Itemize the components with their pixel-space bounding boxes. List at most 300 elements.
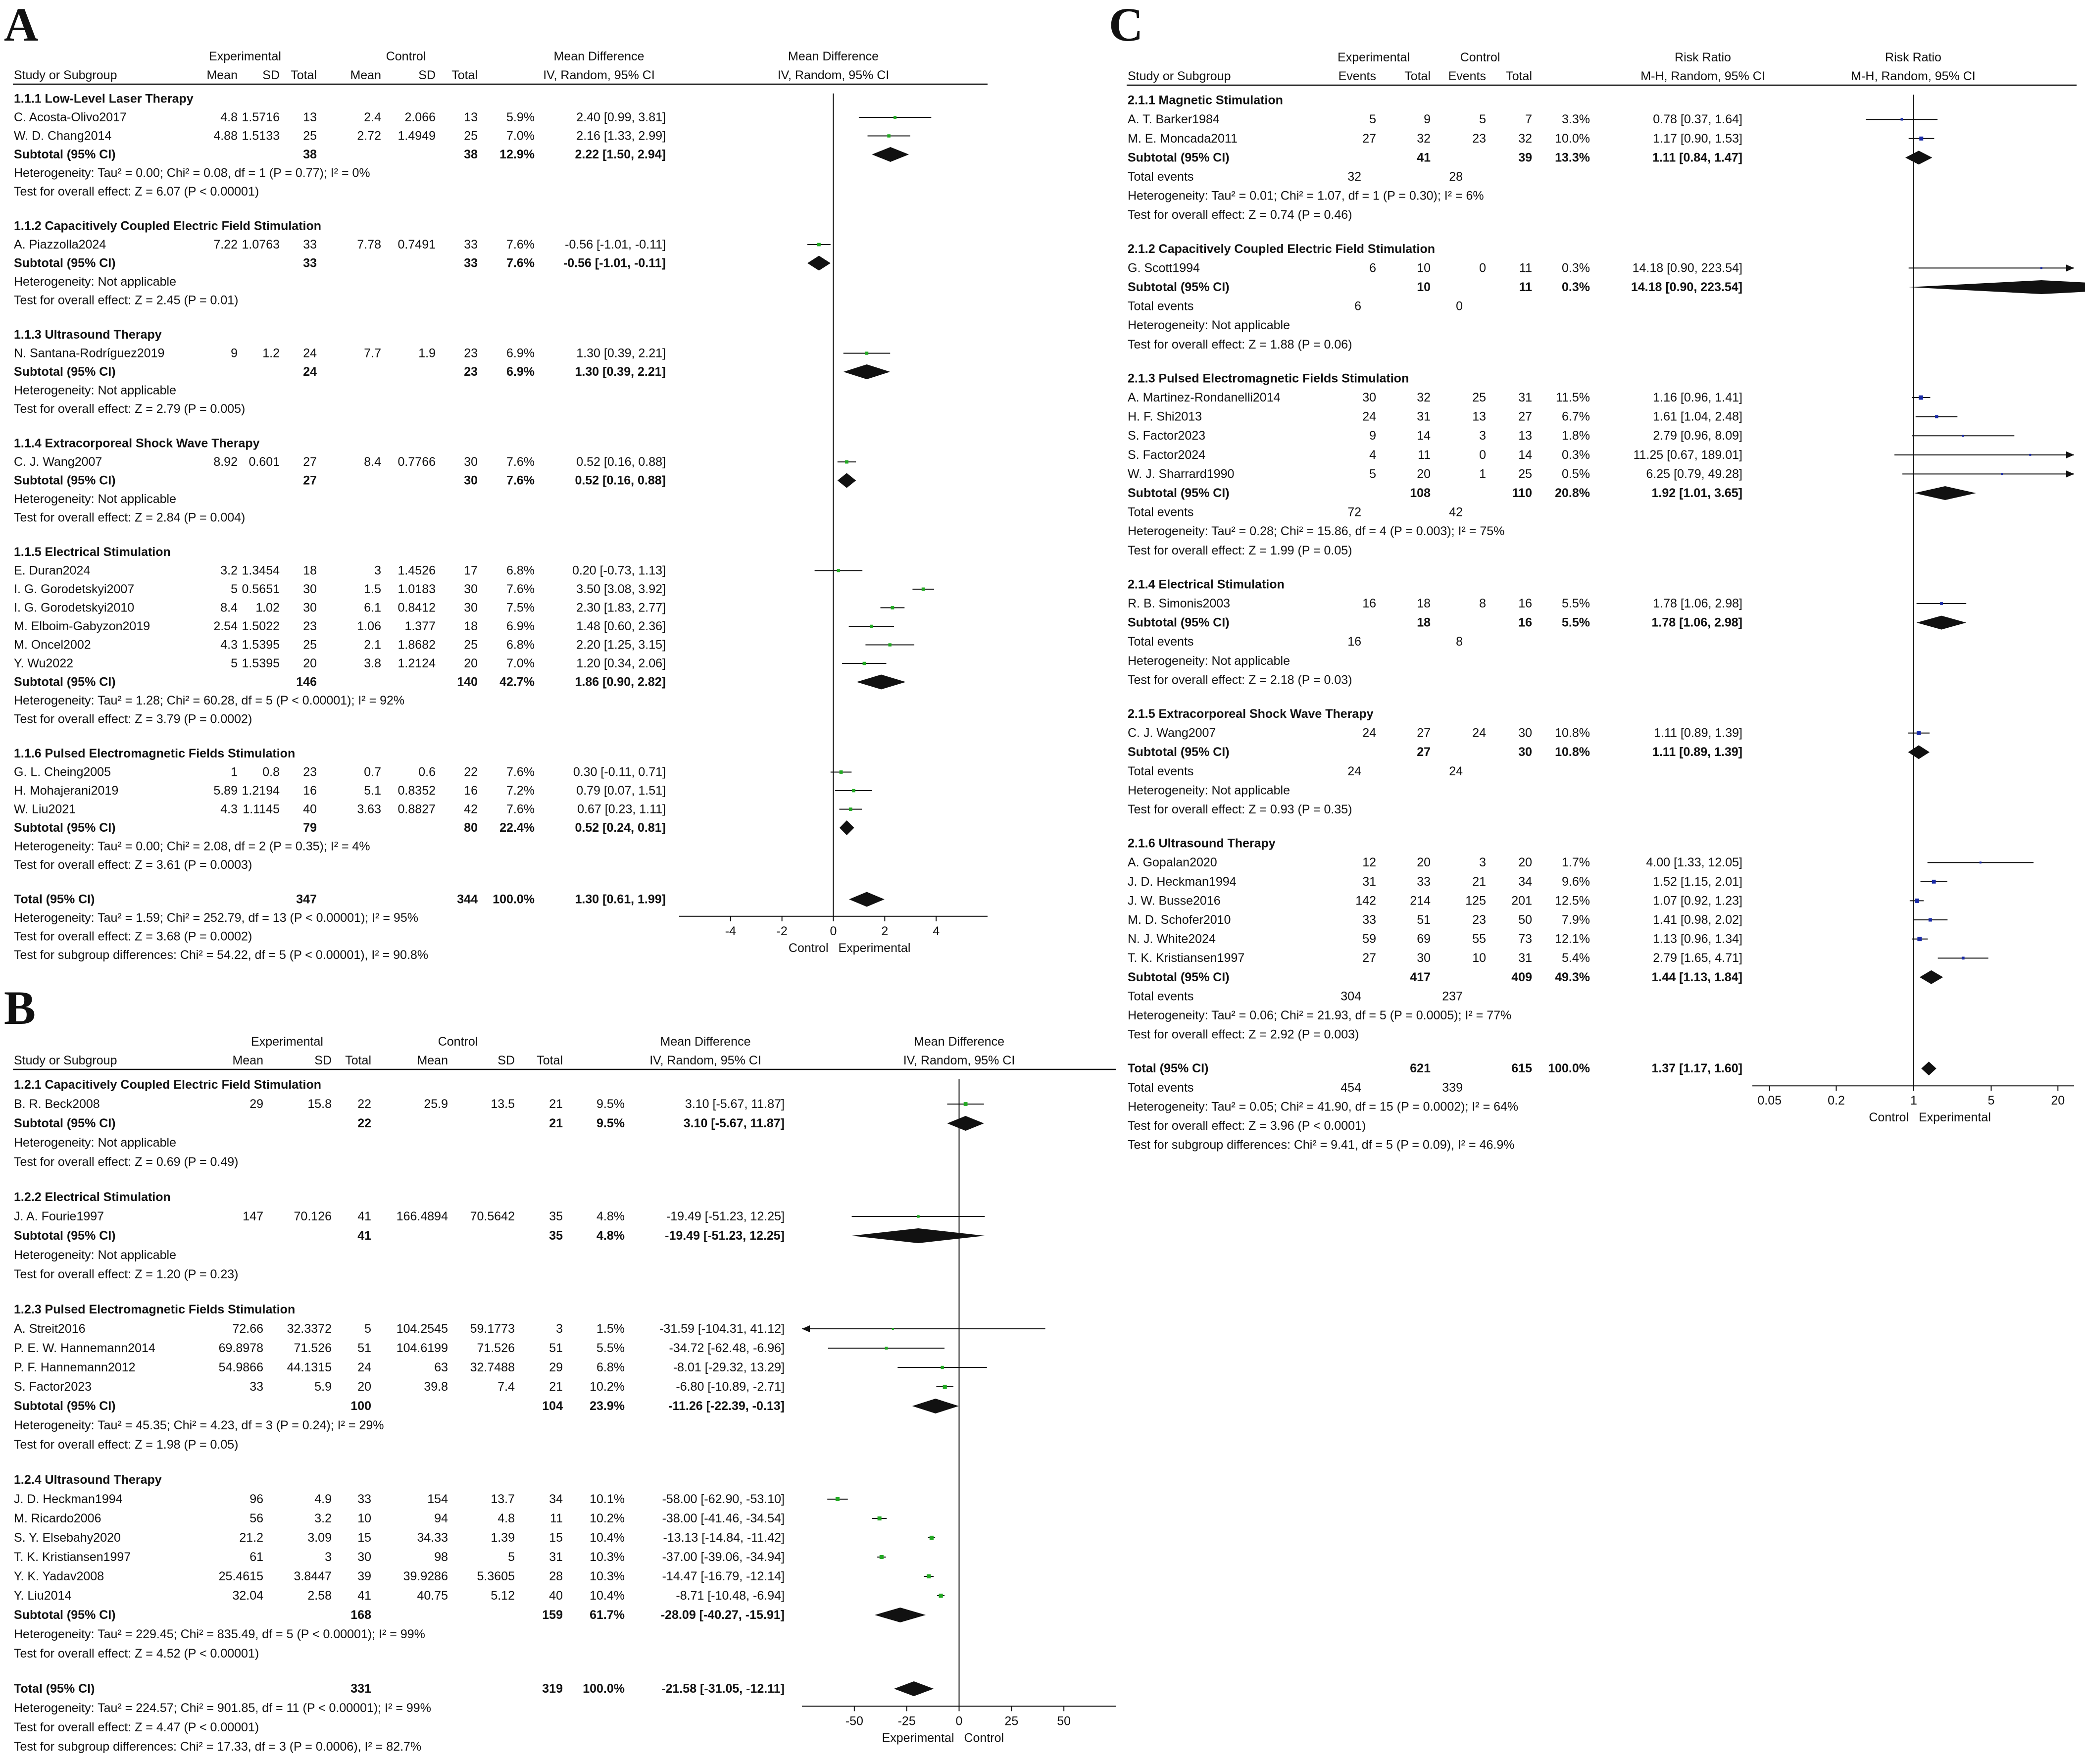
study-c2: 0.5651 bbox=[242, 582, 280, 596]
study-c3: 23 bbox=[303, 619, 317, 633]
study-weight: 3.3% bbox=[1562, 112, 1590, 127]
study-c4: 7.78 bbox=[357, 238, 381, 252]
overall-effect-text: Test for overall effect: Z = 2.92 (P = 0.003) bbox=[1128, 1027, 1359, 1042]
study-weight: 10.1% bbox=[590, 1492, 625, 1506]
study-c2: 69 bbox=[1417, 932, 1431, 946]
axis-tick-label: 4 bbox=[933, 924, 940, 938]
study-point bbox=[1919, 396, 1923, 400]
study-c1: 33 bbox=[249, 1380, 263, 1394]
study-c4: 5.1 bbox=[364, 784, 381, 798]
study-c5: 1.9 bbox=[418, 346, 436, 360]
study-ci: 1.52 [1.15, 2.01] bbox=[1653, 874, 1742, 889]
header-c1: Events bbox=[1338, 69, 1376, 83]
subgroup-title: 1.1.6 Pulsed Electromagnetic Fields Stimulation bbox=[14, 747, 296, 760]
overall-effect-text: Test for overall effect: Z = 0.93 (P = 0.35) bbox=[1128, 803, 1352, 816]
study-c2: 1.2 bbox=[262, 346, 280, 360]
subtotal-total-1: 100 bbox=[350, 1399, 371, 1413]
total-ci: 1.30 [0.61, 1.99] bbox=[575, 892, 666, 907]
overall-effect-text: Test for overall effect: Z = 3.68 (P = 0.0002) bbox=[14, 929, 252, 944]
study-c3: 13 bbox=[1472, 409, 1486, 424]
header-study: Study or Subgroup bbox=[14, 1054, 117, 1067]
study-weight: 5.5% bbox=[596, 1341, 625, 1355]
subtotal-total-2: 30 bbox=[464, 473, 478, 488]
total-weight: 100.0% bbox=[1548, 1061, 1590, 1076]
study-c2: 9 bbox=[1424, 112, 1431, 127]
study-c4: 25.9 bbox=[424, 1097, 448, 1111]
study-c6: 35 bbox=[549, 1210, 563, 1223]
header-plot-title: Mean Difference bbox=[788, 50, 879, 63]
study-point bbox=[1917, 937, 1922, 941]
subgroup-title: 2.1.3 Pulsed Electromagnetic Fields Stimulation bbox=[1128, 371, 1409, 386]
overall-effect-text: Test for overall effect: Z = 6.07 (P < 0.00001) bbox=[14, 185, 259, 199]
subtotal-ci: 3.10 [-5.67, 11.87] bbox=[683, 1116, 785, 1130]
heterogeneity-text: Heterogeneity: Tau² = 0.28; Chi² = 15.86, df = 4 (P = 0.003); I² = 75% bbox=[1128, 524, 1505, 539]
study-name: R. B. Simonis2003 bbox=[1128, 597, 1231, 610]
study-c6: 11 bbox=[550, 1512, 563, 1525]
total-label: Total (95% CI) bbox=[1128, 1061, 1209, 1076]
study-c3: 0 bbox=[1479, 448, 1486, 462]
study-c4: 11 bbox=[1519, 261, 1532, 275]
overall-effect-text: Test for overall effect: Z = 3.79 (P = 0.0002) bbox=[14, 712, 252, 726]
study-weight: 7.5% bbox=[506, 601, 535, 615]
study-c3: 20 bbox=[303, 656, 317, 670]
study-c2: 33 bbox=[1417, 874, 1431, 889]
study-name: W. D. Chang2014 bbox=[14, 129, 112, 143]
total-total-2: 344 bbox=[457, 892, 478, 907]
study-ci: 2.79 [0.96, 8.09] bbox=[1653, 429, 1742, 443]
study-c2: 214 bbox=[1410, 894, 1431, 908]
study-c4: 2.1 bbox=[364, 638, 381, 652]
panel-label-a: A bbox=[4, 0, 39, 51]
study-weight: 10.2% bbox=[590, 1380, 625, 1394]
total-events-label: Total events bbox=[1128, 170, 1194, 184]
study-c6: 21 bbox=[549, 1097, 563, 1111]
study-c3: 25 bbox=[1472, 391, 1486, 404]
panel-label-c: C bbox=[1109, 0, 1143, 51]
header-c2: SD bbox=[262, 68, 280, 82]
subtotal-total-1: 38 bbox=[303, 148, 317, 161]
study-c6: 30 bbox=[464, 455, 478, 469]
study-c6: 25 bbox=[464, 129, 478, 143]
study-c3: 8 bbox=[1479, 597, 1486, 610]
ci-arrow-left bbox=[802, 1325, 810, 1332]
study-c2: 1.0763 bbox=[242, 238, 280, 252]
subgroup-title: 2.1.5 Extracorporeal Shock Wave Therapy bbox=[1128, 707, 1374, 721]
study-c1: 5 bbox=[1369, 112, 1376, 127]
study-name: A. Piazzolla2024 bbox=[14, 238, 106, 252]
subgroup-title: 1.1.4 Extracorporeal Shock Wave Therapy bbox=[14, 436, 260, 451]
study-weight: 1.7% bbox=[1562, 856, 1590, 870]
study-c4: 7.7 bbox=[364, 346, 381, 360]
study-c3: 24 bbox=[1472, 726, 1486, 740]
study-c6: 21 bbox=[549, 1380, 563, 1394]
study-c1: 59 bbox=[1362, 932, 1376, 946]
study-c1: 6 bbox=[1369, 261, 1376, 275]
header-c3: Events bbox=[1448, 69, 1486, 83]
study-c5: 0.8352 bbox=[397, 784, 436, 798]
subgroup-title: 1.1.3 Ultrasound Therapy bbox=[14, 328, 162, 342]
study-point bbox=[1915, 899, 1919, 903]
subtotal-label: Subtotal (95% CI) bbox=[14, 365, 116, 379]
heterogeneity-text: Heterogeneity: Tau² = 229.45; Chi² = 835.49, df = 5 (P < 0.00001); I² = 99% bbox=[14, 1627, 425, 1641]
study-c4: 2.72 bbox=[357, 129, 381, 143]
study-name: N. J. White2024 bbox=[1128, 932, 1216, 946]
study-c5: 13.7 bbox=[491, 1492, 515, 1506]
favours-left-label: Experimental bbox=[882, 1731, 954, 1745]
heterogeneity-text: Heterogeneity: Tau² = 0.00; Chi² = 0.08, df = 1 (P = 0.77); I² = 0% bbox=[14, 166, 370, 180]
study-c3: 25 bbox=[303, 129, 317, 143]
study-c4: 0.7 bbox=[364, 765, 381, 779]
study-weight: 9.6% bbox=[1562, 874, 1590, 889]
study-c6: 29 bbox=[549, 1361, 563, 1374]
study-ci: 2.20 [1.25, 3.15] bbox=[576, 638, 666, 652]
study-c6: 28 bbox=[549, 1569, 563, 1583]
study-c1: 147 bbox=[243, 1210, 263, 1223]
study-c6: 33 bbox=[464, 238, 478, 252]
study-c3: 23 bbox=[303, 765, 317, 779]
subtotal-weight: 6.9% bbox=[506, 365, 535, 379]
study-name: E. Duran2024 bbox=[14, 563, 91, 578]
study-ci: 1.30 [0.39, 2.21] bbox=[576, 346, 666, 360]
study-c1: 5 bbox=[1369, 467, 1376, 481]
subtotal-total-2: 11 bbox=[1519, 280, 1532, 294]
study-c4: 39.8 bbox=[424, 1380, 448, 1394]
study-c2: 0.601 bbox=[248, 455, 280, 469]
study-c5: 5.3605 bbox=[477, 1569, 515, 1583]
subtotal-weight: 10.8% bbox=[1555, 745, 1590, 759]
study-name: A. T. Barker1984 bbox=[1128, 112, 1220, 127]
study-c2: 1.1145 bbox=[243, 802, 280, 816]
study-c5: 1.4526 bbox=[397, 563, 436, 578]
study-c5: 5.12 bbox=[491, 1589, 515, 1603]
subgroup-differences-text: Test for subgroup differences: Chi² = 54.22, df = 5 (P < 0.00001), I² = 90.8% bbox=[14, 948, 429, 962]
study-weight: 11.5% bbox=[1555, 391, 1590, 404]
study-c2: 5.9 bbox=[314, 1380, 332, 1394]
total-events-2: 339 bbox=[1442, 1080, 1463, 1095]
subtotal-weight: 23.9% bbox=[590, 1399, 625, 1413]
study-c2: 1.5133 bbox=[242, 129, 280, 143]
study-ci: -8.71 [-10.48, -6.94] bbox=[676, 1589, 785, 1603]
total-events-2: 42 bbox=[1449, 505, 1463, 519]
subtotal-label: Subtotal (95% CI) bbox=[14, 821, 116, 835]
study-point bbox=[836, 1497, 840, 1501]
subtotal-total-1: 146 bbox=[296, 675, 317, 689]
study-c4: 50 bbox=[1518, 913, 1532, 927]
subtotal-total-2: 33 bbox=[464, 256, 478, 270]
study-c4: 27 bbox=[1518, 409, 1532, 424]
heterogeneity-text: Heterogeneity: Not applicable bbox=[14, 492, 176, 506]
study-weight: 7.6% bbox=[506, 455, 535, 469]
study-c2: 0.8 bbox=[262, 765, 280, 779]
header-c6: Total bbox=[451, 68, 478, 82]
subtotal-label: Subtotal (95% CI) bbox=[14, 675, 116, 689]
study-name: W. J. Sharrard1990 bbox=[1128, 467, 1235, 481]
study-c5: 0.8827 bbox=[397, 802, 436, 816]
study-c4: 32 bbox=[1518, 131, 1532, 146]
study-name: A. Gopalan2020 bbox=[1128, 856, 1217, 870]
study-ci: 1.17 [0.90, 1.53] bbox=[1653, 131, 1742, 146]
study-c1: 61 bbox=[249, 1550, 263, 1564]
study-ci: 1.11 [0.89, 1.39] bbox=[1654, 726, 1742, 740]
study-ci: 2.16 [1.33, 2.99] bbox=[576, 129, 666, 143]
study-c2: 1.5022 bbox=[242, 619, 280, 633]
subtotal-ci: 14.18 [0.90, 223.54] bbox=[1631, 280, 1742, 294]
subtotal-ci: -19.49 [-51.23, 12.25] bbox=[665, 1229, 785, 1243]
study-weight: 6.9% bbox=[506, 346, 535, 360]
study-weight: 10.3% bbox=[590, 1550, 625, 1564]
study-point bbox=[1962, 957, 1965, 959]
study-weight: 12.5% bbox=[1555, 894, 1590, 908]
study-name: I. G. Gorodetskyi2007 bbox=[14, 582, 135, 596]
study-c3: 27 bbox=[303, 455, 317, 469]
study-c1: 24 bbox=[1362, 726, 1376, 740]
subtotal-ci: 1.44 [1.13, 1.84] bbox=[1651, 970, 1742, 984]
subtotal-total-2: 409 bbox=[1511, 970, 1532, 984]
study-ci: 1.48 [0.60, 2.36] bbox=[576, 619, 666, 633]
axis-tick-label: 1 bbox=[1910, 1094, 1917, 1108]
study-c5: 0.6 bbox=[418, 765, 436, 779]
study-name: M. Ricardo2006 bbox=[14, 1512, 101, 1525]
study-c3: 16 bbox=[303, 784, 317, 798]
subtotal-label: Subtotal (95% CI) bbox=[14, 148, 116, 161]
study-point bbox=[939, 1594, 943, 1598]
study-point bbox=[878, 1516, 882, 1520]
study-weight: 7.0% bbox=[506, 129, 535, 143]
subtotal-total-2: 35 bbox=[549, 1229, 563, 1243]
study-point bbox=[1917, 731, 1921, 735]
ci-arrow-right bbox=[2066, 452, 2074, 458]
study-name: P. E. W. Hannemann2014 bbox=[14, 1341, 155, 1355]
axis-tick-label: -25 bbox=[897, 1714, 916, 1728]
study-ci: 0.78 [0.37, 1.64] bbox=[1653, 112, 1742, 127]
study-ci: -13.13 [-14.84, -11.42] bbox=[663, 1531, 785, 1545]
study-c1: 3.2 bbox=[220, 563, 238, 578]
header-plot-method: IV, Random, 95% CI bbox=[903, 1054, 1015, 1067]
study-ci: 6.25 [0.79, 49.28] bbox=[1646, 467, 1742, 481]
study-c3: 25 bbox=[303, 638, 317, 652]
study-c4: 40.75 bbox=[417, 1589, 448, 1603]
study-c6: 34 bbox=[549, 1492, 563, 1506]
study-weight: 4.8% bbox=[596, 1210, 625, 1223]
heterogeneity-text: Heterogeneity: Tau² = 0.05; Chi² = 41.90, df = 15 (P = 0.0002); I² = 64% bbox=[1128, 1100, 1519, 1114]
overall-effect-text: Test for overall effect: Z = 3.96 (P < 0.0001) bbox=[1128, 1119, 1366, 1133]
study-c6: 31 bbox=[549, 1550, 563, 1564]
study-c4: 31 bbox=[1518, 951, 1532, 965]
heterogeneity-text: Heterogeneity: Not applicable bbox=[14, 275, 176, 289]
study-c2: 27 bbox=[1417, 726, 1431, 740]
heterogeneity-text: Heterogeneity: Not applicable bbox=[14, 1248, 176, 1262]
study-point bbox=[1932, 880, 1936, 884]
total-ci: 1.37 [1.17, 1.60] bbox=[1651, 1061, 1742, 1076]
study-c3: 24 bbox=[303, 346, 317, 360]
panel-label-b: B bbox=[4, 981, 36, 1034]
study-c2: 51 bbox=[1417, 913, 1431, 927]
study-c4: 30 bbox=[1518, 726, 1532, 740]
study-name: Y. K. Yadav2008 bbox=[14, 1569, 104, 1583]
study-c5: 0.7491 bbox=[397, 238, 436, 252]
subtotal-diamond bbox=[852, 1228, 985, 1243]
header-c5: SD bbox=[497, 1054, 515, 1067]
study-name: M. D. Schofer2010 bbox=[1128, 913, 1231, 927]
total-events-label: Total events bbox=[1128, 989, 1194, 1004]
header-c5: SD bbox=[418, 68, 436, 82]
axis-tick-label: 20 bbox=[2051, 1094, 2065, 1108]
subgroup-title: 1.1.5 Electrical Stimulation bbox=[14, 545, 171, 559]
study-point bbox=[943, 1385, 947, 1389]
study-c3: 30 bbox=[357, 1550, 371, 1564]
study-name: S. Factor2024 bbox=[1128, 448, 1206, 462]
axis-tick-label: -2 bbox=[776, 924, 788, 938]
heterogeneity-text: Heterogeneity: Tau² = 0.06; Chi² = 21.93, df = 5 (P = 0.0005); I² = 77% bbox=[1128, 1008, 1512, 1022]
study-weight: 7.6% bbox=[506, 765, 535, 779]
study-c3: 30 bbox=[303, 601, 317, 615]
subtotal-total-1: 79 bbox=[303, 821, 317, 835]
header-c6: Total bbox=[537, 1054, 563, 1067]
study-c4: 154 bbox=[427, 1492, 448, 1506]
total-weight: 100.0% bbox=[583, 1682, 625, 1696]
study-point bbox=[2029, 454, 2031, 456]
subtotal-ci: -0.56 [-1.01, -0.11] bbox=[563, 256, 666, 270]
study-c3: 21 bbox=[1472, 874, 1486, 889]
study-c1: 27 bbox=[1362, 131, 1376, 146]
subtotal-weight: 9.5% bbox=[596, 1116, 625, 1130]
subtotal-label: Subtotal (95% CI) bbox=[1128, 486, 1230, 500]
study-c2: 31 bbox=[1417, 409, 1431, 424]
study-c3: 10 bbox=[357, 1512, 371, 1525]
subgroup-title: 2.1.6 Ultrasound Therapy bbox=[1128, 836, 1276, 851]
study-c1: 56 bbox=[249, 1512, 263, 1525]
study-c4: 7 bbox=[1525, 112, 1532, 127]
study-c3: 0 bbox=[1479, 261, 1486, 275]
study-c4: 31 bbox=[1518, 391, 1532, 404]
axis-tick-label: 0.05 bbox=[1757, 1094, 1782, 1108]
study-name: M. E. Moncada2011 bbox=[1128, 131, 1238, 146]
study-point bbox=[917, 1215, 919, 1217]
subtotal-total-2: 38 bbox=[464, 148, 478, 161]
axis-tick-label: 50 bbox=[1057, 1714, 1071, 1728]
subtotal-weight: 5.5% bbox=[1562, 615, 1590, 630]
total-events-1: 454 bbox=[1340, 1080, 1361, 1095]
subtotal-ci: 1.30 [0.39, 2.21] bbox=[575, 365, 666, 379]
total-events-label: Total events bbox=[1128, 299, 1194, 313]
study-c1: 4.3 bbox=[220, 802, 238, 816]
study-ci: -38.00 [-41.46, -34.54] bbox=[662, 1512, 785, 1525]
header-estimate-method: IV, Random, 95% CI bbox=[649, 1054, 761, 1067]
subtotal-total-1: 33 bbox=[303, 256, 317, 270]
total-events-1: 304 bbox=[1340, 989, 1361, 1004]
subtotal-ci: 0.52 [0.24, 0.81] bbox=[575, 821, 666, 835]
study-c4: 25 bbox=[1518, 467, 1532, 481]
study-c1: 33 bbox=[1362, 913, 1376, 927]
axis-tick-label: 25 bbox=[1004, 1714, 1019, 1728]
study-ci: 1.07 [0.92, 1.23] bbox=[1653, 894, 1742, 908]
study-ci: 4.00 [1.33, 12.05] bbox=[1646, 856, 1742, 870]
subtotal-ci: 1.92 [1.01, 3.65] bbox=[1651, 486, 1742, 500]
total-events-2: 24 bbox=[1449, 764, 1463, 778]
study-c4: 104.6199 bbox=[396, 1341, 448, 1355]
study-ci: 1.78 [1.06, 2.98] bbox=[1653, 597, 1742, 610]
subtotal-label: Subtotal (95% CI) bbox=[1128, 280, 1230, 294]
study-name: M. Elboim-Gabyzon2019 bbox=[14, 619, 150, 633]
heterogeneity-text: Heterogeneity: Tau² = 1.59; Chi² = 252.79, df = 13 (P < 0.00001); I² = 95% bbox=[14, 911, 418, 925]
study-c3: 33 bbox=[357, 1492, 371, 1506]
subtotal-total-1: 27 bbox=[1417, 745, 1431, 759]
study-c1: 142 bbox=[1355, 894, 1376, 908]
heterogeneity-text: Heterogeneity: Not applicable bbox=[14, 383, 176, 398]
study-weight: 5.5% bbox=[1562, 597, 1590, 610]
subtotal-label: Subtotal (95% CI) bbox=[1128, 745, 1230, 759]
study-c6: 15 bbox=[549, 1531, 563, 1545]
study-ci: -31.59 [-104.31, 41.12] bbox=[659, 1322, 785, 1336]
study-point bbox=[1929, 918, 1932, 922]
study-ci: -6.80 [-10.89, -2.71] bbox=[676, 1380, 785, 1394]
study-c4: 1.5 bbox=[364, 582, 381, 596]
study-c1: 7.22 bbox=[213, 238, 238, 252]
heterogeneity-text: Heterogeneity: Not applicable bbox=[1128, 783, 1290, 798]
header-group1: Experimental bbox=[251, 1035, 323, 1049]
study-weight: 5.4% bbox=[1562, 951, 1590, 965]
subtotal-total-2: 104 bbox=[542, 1399, 563, 1413]
study-c6: 22 bbox=[464, 765, 478, 779]
study-c1: 4.8 bbox=[220, 110, 238, 124]
subtotal-weight: 7.6% bbox=[506, 473, 535, 488]
header-c1: Mean bbox=[232, 1054, 263, 1067]
study-c4: 20 bbox=[1518, 856, 1532, 870]
axis-tick-label: -50 bbox=[845, 1714, 863, 1728]
study-c1: 5.89 bbox=[213, 784, 238, 798]
study-weight: 0.3% bbox=[1562, 261, 1590, 275]
axis-tick-label: -4 bbox=[725, 924, 736, 938]
study-c1: 2.54 bbox=[213, 619, 238, 633]
overall-effect-text: Test for overall effect: Z = 1.98 (P = 0.05) bbox=[14, 1438, 239, 1452]
header-study: Study or Subgroup bbox=[1128, 69, 1231, 83]
study-c5: 1.0183 bbox=[397, 582, 436, 596]
study-c1: 5 bbox=[231, 656, 238, 670]
total-total-2: 615 bbox=[1511, 1061, 1532, 1076]
heterogeneity-text: Heterogeneity: Not applicable bbox=[1128, 654, 1290, 668]
overall-effect-text: Test for overall effect: Z = 0.69 (P = 0.49) bbox=[14, 1155, 239, 1169]
subtotal-ci: 0.52 [0.16, 0.88] bbox=[575, 473, 666, 488]
study-name: C. J. Wang2007 bbox=[14, 455, 102, 469]
study-ci: 1.20 [0.34, 2.06] bbox=[576, 656, 666, 670]
subtotal-ci: 1.78 [1.06, 2.98] bbox=[1651, 615, 1742, 630]
study-c2: 10 bbox=[1417, 261, 1431, 275]
study-c1: 16 bbox=[1362, 597, 1376, 610]
total-events-label: Total events bbox=[1128, 764, 1194, 778]
header-group1: Experimental bbox=[209, 50, 281, 63]
study-c1: 8.4 bbox=[220, 601, 238, 615]
study-weight: 6.8% bbox=[596, 1361, 625, 1374]
study-c6: 17 bbox=[464, 563, 478, 578]
subtotal-label: Subtotal (95% CI) bbox=[14, 1229, 116, 1243]
study-c6: 23 bbox=[464, 346, 478, 360]
study-c5: 5 bbox=[508, 1550, 515, 1564]
study-name: W. Liu2021 bbox=[14, 802, 76, 816]
study-c5: 13.5 bbox=[491, 1097, 515, 1111]
study-c3: 15 bbox=[357, 1531, 371, 1545]
study-c6: 20 bbox=[464, 656, 478, 670]
total-label: Total (95% CI) bbox=[14, 892, 95, 907]
study-weight: 12.1% bbox=[1555, 932, 1590, 946]
study-c3: 13 bbox=[303, 110, 317, 124]
study-c2: 3.09 bbox=[307, 1531, 332, 1545]
study-c1: 72.66 bbox=[232, 1322, 263, 1336]
study-c2: 20 bbox=[1417, 467, 1431, 481]
study-c3: 33 bbox=[303, 238, 317, 252]
study-c4: 201 bbox=[1511, 894, 1532, 908]
study-c3: 5 bbox=[364, 1322, 371, 1336]
study-c1: 1 bbox=[231, 765, 238, 779]
